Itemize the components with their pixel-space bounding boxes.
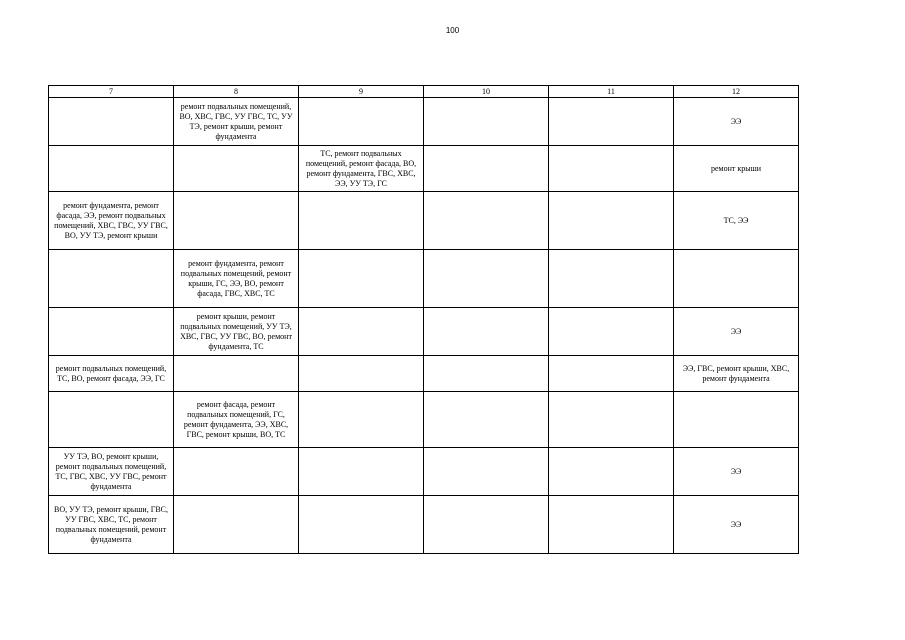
column-header: 9 (299, 86, 424, 98)
table-row (49, 98, 799, 146)
table-cell (424, 392, 549, 448)
table-cell (174, 496, 299, 554)
table-cell (549, 496, 674, 554)
table-cell (299, 98, 424, 146)
table-cell (174, 448, 299, 496)
column-header: 8 (174, 86, 299, 98)
column-header: 10 (424, 86, 549, 98)
column-header: 11 (549, 86, 674, 98)
table-cell (674, 250, 799, 308)
table-cell (549, 392, 674, 448)
table-cell: ТС, ремонт подвальных помещений, ремонт фасада, ВО, ремонт фундамента, ГВС, ХВС, ЭЭ, УУ ТЭ, ГС (299, 146, 424, 192)
table-cell (549, 448, 674, 496)
column-header: 7 (49, 86, 174, 98)
table-cell (674, 392, 799, 448)
table-cell (424, 308, 549, 356)
table-cell (299, 496, 424, 554)
table-cell (549, 192, 674, 250)
table-cell: ЭЭ (674, 496, 799, 554)
table-row (49, 146, 799, 192)
table-cell (299, 448, 424, 496)
table-cell (424, 496, 549, 554)
table-cell: ремонт подвальных помещений, ТС, ВО, ремонт фасада, ЭЭ, ГС (49, 356, 174, 392)
table-cell: ремонт подвальных помещений, ВО, ХВС, ГВС, УУ ГВС, ТС, УУ ТЭ, ремонт крыши, ремонт фундамента (174, 98, 299, 146)
table-cell (174, 356, 299, 392)
table-row (49, 392, 799, 448)
table-cell: ЭЭ (674, 308, 799, 356)
table-cell: ремонт фасада, ремонт подвальных помещений, ГС, ремонт фундамента, ЭЭ, ХВС, ГВС, ремонт крыши, ВО, ТС (174, 392, 299, 448)
table-cell: ЭЭ, ГВС, ремонт крыши, ХВС, ремонт фундамента (674, 356, 799, 392)
table-cell (299, 392, 424, 448)
table-cell: ТС, ЭЭ (674, 192, 799, 250)
table-cell (299, 356, 424, 392)
table-cell (549, 308, 674, 356)
table-cell (424, 146, 549, 192)
page-number: 100 (445, 26, 460, 35)
table-cell: ЭЭ (674, 98, 799, 146)
table-cell (49, 308, 174, 356)
table-cell (549, 356, 674, 392)
header-row (49, 86, 799, 98)
table-row (49, 496, 799, 554)
column-header: 12 (674, 86, 799, 98)
table-cell (49, 250, 174, 308)
table-row (49, 448, 799, 496)
table-cell (299, 250, 424, 308)
table-row (49, 308, 799, 356)
table-cell (299, 192, 424, 250)
table-cell: УУ ТЭ, ВО, ремонт крыши, ремонт подвальных помещений, ТС, ГВС, ХВС, УУ ГВС, ремонт фундамента (49, 448, 174, 496)
table-cell: ремонт фундамента, ремонт подвальных помещений, ремонт крыши, ГС, ЭЭ, ВО, ремонт фасада, ГВС, ХВС, ТС (174, 250, 299, 308)
table-cell: ремонт крыши, ремонт подвальных помещений, УУ ТЭ, ХВС, ГВС, УУ ГВС, ВО, ремонт фундамента, ТС (174, 308, 299, 356)
table-cell (49, 146, 174, 192)
table-cell (424, 356, 549, 392)
table-cell (549, 146, 674, 192)
table-cell: ВО, УУ ТЭ, ремонт крыши, ГВС, УУ ГВС, ХВС, ТС, ремонт подвальных помещений, ремонт фундамента (49, 496, 174, 554)
table-cell (424, 192, 549, 250)
table-cell: ЭЭ (674, 448, 799, 496)
table-cell (49, 98, 174, 146)
table-cell: ремонт фундамента, ремонт фасада, ЭЭ, ремонт подвальных помещений, ХВС, ГВС, УУ ГВС, ВО, УУ ТЭ, ремонт крыши (49, 192, 174, 250)
table-cell (549, 250, 674, 308)
table-cell (549, 98, 674, 146)
table-row (49, 192, 799, 250)
table-cell (424, 98, 549, 146)
table-cell (424, 448, 549, 496)
table-cell: ремонт крыши (674, 146, 799, 192)
table-cell (49, 392, 174, 448)
table-cell (174, 192, 299, 250)
table-cell (174, 146, 299, 192)
table-cell (299, 308, 424, 356)
table-row (49, 356, 799, 392)
data-table (48, 85, 799, 554)
table-row (49, 250, 799, 308)
table-cell (424, 250, 549, 308)
